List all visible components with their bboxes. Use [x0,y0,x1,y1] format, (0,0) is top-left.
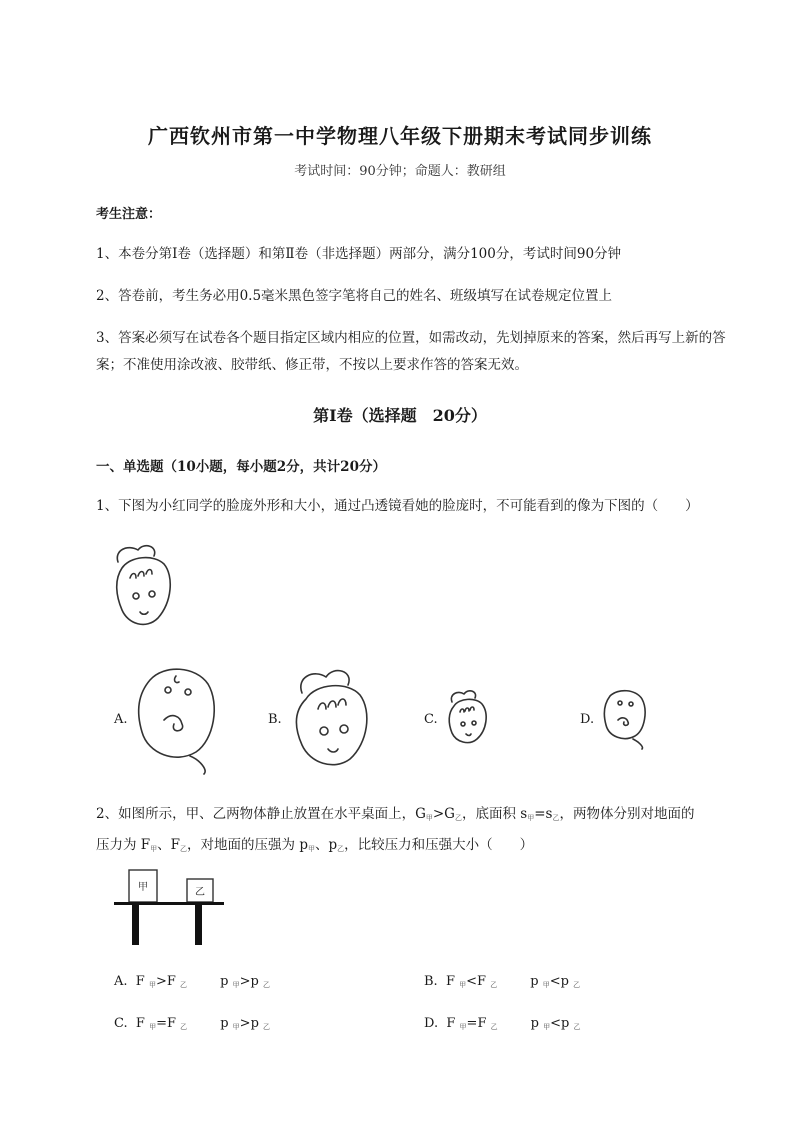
option-d-face-image [600,686,655,751]
option-b-face-image [288,665,383,775]
table-diagram [110,866,228,948]
q2-option-d[interactable]: D. F $_甲$=F $_乙$ p $_甲$<p $_乙$ [424,1016,581,1031]
q2-option-a[interactable]: A. F $_甲$>F $_乙$ p $_甲$>p $_乙$ [114,974,270,989]
notice-item-2: 2、答卷前，考生务必用0.5毫米黑色签字笔将自己的姓名、班级填写在试卷规定位置上 [96,288,613,304]
notice-heading: 考生注意： [96,207,162,222]
q2-option-c[interactable]: C. F $_甲$=F $_乙$ p $_甲$>p $_乙$ [114,1016,271,1031]
question-1-text: 1、下图为小红同学的脸庞外形和大小，通过凸透镜看她的脸庞时，不可能看到的像为下图的（ ） [96,498,699,514]
exam-info: 考试时间：90分钟；命题人：教研组 [294,164,506,179]
q1-option-b[interactable]: B. [268,712,282,727]
q1-option-a[interactable]: A. [114,712,128,727]
q1-option-c[interactable]: C. [424,712,438,727]
part-heading: 一、单选题（10小题，每小题2分，共计20分） [96,459,386,475]
q2-option-b[interactable]: B. F $_甲$<F $_乙$ p $_甲$<p $_乙$ [424,974,581,989]
reference-face-image [108,540,188,635]
option-a-face-image [130,660,225,775]
section-title: 第I卷（选择题 20分） [313,406,487,425]
box-jia-label: 甲 [138,882,148,893]
question-2-text: 2、如图所示，甲、乙两物体静止放置在水平桌面上，$G_甲>G_乙$，底面积 $s_甲=s_乙$，两物体分别对地面的 压力为 $F_甲$、$F_乙$，对地面的压强为 $p_甲$、$p_乙$，比较压力和压强大小（ ） [96,806,695,853]
notice-item-1: 1、本卷分第I卷（选择题）和第Ⅱ卷（非选择题）两部分，满分100分，考试时间90分钟 [96,246,622,262]
q1-option-d[interactable]: D. [580,712,595,727]
notice-item-3: 3、答案必须写在试卷各个题目指定区域内相应的位置，如需改动，先划掉原来的答案，然后再写上新的答案；不准使用涂改液、胶带纸、修正带，不按以上要求作答的答案无效。 [96,330,726,373]
box-yi-label: 乙 [195,887,205,898]
option-c-face-image [444,688,499,753]
page-title: 广西钦州市第一中学物理八年级下册期末考试同步训练 [148,124,652,148]
